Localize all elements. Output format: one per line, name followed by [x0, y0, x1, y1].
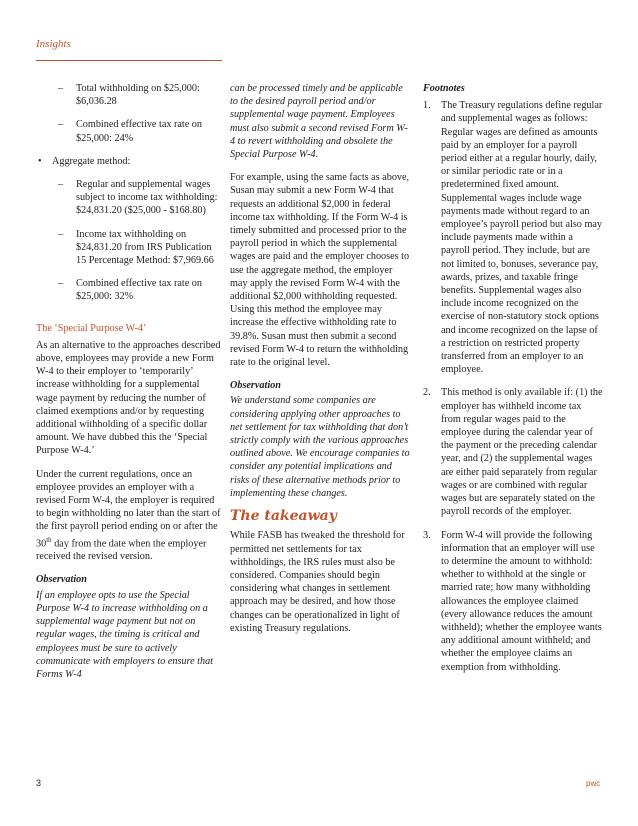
- header-divider: [36, 60, 222, 61]
- list-item-text: Regular and supplemental wages subject to income tax withholding: $24,831.20 ($25,000 - $168.80): [76, 179, 218, 217]
- observation-heading: Observation: [36, 574, 87, 586]
- brand-logo: pwc: [586, 779, 601, 788]
- footnote-text: The Treasury regulations define regular and supplemental wages as follows: Regular wages are defined as amounts paid by an employer for a payroll period either at a regular hourly, daily, or similar periodic rate or in a predetermined fixed amount. Supplemental wages include wage payments made without regard to an employee’s payroll period but also may include payments made within a payroll period. They include, but are not limited to, bonuses, severance pay, awards, prizes, and taxable fringe benefits. Supplemental wages also include income recognized on the exercise of non-statutory stock options and income recognized on the lapse of a restriction on restricted property transferred from an employer to an employee.: [441, 100, 603, 376]
- paragraph: For example, using the same facts as above, Susan may submit a new Form W-4 that requests an additional $2,000 in federal income tax withholding. If the Form W-4 is timely submitted and processed prior to the payroll period in which the supplemental wages are paid and the employer chooses to use the aggregate method, the employer may apply the revised Form W-4 with the additional $2,000 withholding requested. Using this method the employee may increase the effective withholding rate to 39.8%. Susan must then submit a second revised Form W-4 to return the withholding rate to the original level.: [230, 172, 410, 369]
- footnote: 1. The Treasury regulations define regular and supplemental wages as follows: Regular wages are defined as amounts paid by an employer for a payroll period either at a regular hourly, daily, or similar periodic rate or in a predetermined fixed amount. Supplemental wages include wage payments made without regard to an employee’s payroll period but also may include payments made within a payroll period. They include, but are not limited to, bonuses, severance pay, awards, prizes, and taxable fringe benefits. Supplemental wages also include income recognized on the exercise of non-statutory stock options and income recognized on the lapse of a restriction on restricted property transferred from an employer to an employee.: [423, 100, 603, 376]
- list-item-text: Combined effective tax rate on $25,000: 32%: [76, 278, 202, 303]
- column-middle: [230, 82, 410, 645]
- page-number: 3: [36, 778, 42, 788]
- observation-text-continued: can be processed timely and be applicable to the desired payroll period and/or supplemental wage payment. Employees must also submit a second revised Form W-4 to revert withholding and obsolete the Special Purpose W-4.: [230, 83, 408, 161]
- list-item-text: Income tax withholding on $24,831.20 from IRS Publication 15 Percentage Method: $7,969.66: [76, 228, 214, 267]
- takeaway-heading: The takeaway: [230, 508, 337, 525]
- bullet-text: Aggregate method:: [52, 155, 131, 167]
- list-item: – Income tax withholding on $24,831.20 from IRS Publication 15 Percentage Method: $7,969.66: [58, 228, 214, 267]
- list-item-text: Total withholding on $25,000: $6,036.28: [76, 83, 200, 108]
- footnote-text: This method is only available if: (1) the employer has withheld income tax from regular wages paid to the employee during the calendar year of the payment or the preceding calendar year, and (2) the supplemental wages are either paid separately from regular wages or are combined with regular wages but are separately stated on the payroll records of the employer.: [441, 387, 603, 518]
- list-item: – Total withholding on $25,000: $6,036.28: [58, 83, 200, 108]
- section-title: Insights: [36, 38, 71, 50]
- section-heading: The ‘Special Purpose W-4’: [36, 322, 147, 334]
- column-right: [423, 82, 603, 684]
- footnote-text: Form W-4 will provide the following information that an employer will use to determine the amount to withhold: whether to withhold at the single or married rate; how many withholding allowances the employee claimed (every allowance reduces the amount withheld); whether the employee wants any additional amount withheld; and whether the employee claims an exemption from withholding.: [441, 529, 602, 673]
- list-item-text: Combined effective tax rate on $25,000: 24%: [76, 119, 202, 144]
- column-left: [36, 82, 222, 691]
- bullet-item: • Aggregate method:: [38, 155, 131, 167]
- observation-text: We understand some companies are considering applying other approaches to net settlement for tax withholding that don’t strictly comply with the various approaches outlined above. We encourage companies to consider any potential implications and risks of these alternative methods prior to implementing these changes.: [230, 395, 410, 499]
- list-item: – Regular and supplemental wages subject to income tax withholding: $24,831.20 ($25,000 - $168.80): [58, 179, 218, 217]
- footnote: 3. Form W-4 will provide the following information that an employer will use to determine the amount to withhold: whether to withhold at the single or married rate; how many withholding allowances the employee claimed (every allowance reduces the amount withheld); whether the employee wants any additional amount withheld; and whether the employee claims an exemption from withholding.: [423, 529, 602, 673]
- observation-heading: Observation: [230, 380, 281, 392]
- footnotes-heading: Footnotes: [423, 83, 465, 94]
- list-item: – Combined effective tax rate on $25,000: 24%: [58, 119, 202, 144]
- footnote: 2. This method is only available if: (1) the employer has withheld income tax from regular wages paid to the employee during the calendar year of the payment or the preceding calendar year, and (2) the supplemental wages are either paid separately from regular wages or are combined with regular wages but are separately stated on the payroll records of the employer.: [423, 387, 603, 518]
- paragraph: As an alternative to the approaches described above, employees may provide a new Form W-4 to their employer to ‘temporarily’ increase withholding for a supplemental wage payment by reducing the number of claimed exemptions and/or by requesting additional withholding of a specific dollar amount. We have dubbed this the ‘Special Purpose W-4.’: [36, 339, 221, 457]
- list-item: – Combined effective tax rate on $25,000: 32%: [58, 278, 202, 303]
- takeaway-text: While FASB has tweaked the threshold for permitted net settlements for tax withholdings, the IRS rules must also be considered. Companies should begin considering what changes in settlement approach may be desired, and how those changes can be operationalized in light of existing Treasury regulations.: [230, 530, 405, 634]
- observation-text: If an employee opts to use the Special Purpose W-4 to increase withholding on a supplemental wage payment but not on regular wages, the timing is critical and employees must be sure to actively communicate with employers to ensure that Forms W-4: [36, 589, 214, 680]
- paragraph: Under the current regulations, once an employee provides an employer with a revised Form W-4, the employer is required to begin withholding no later than the start of the first payroll period ending on or after the 30th day from the date when the employer received the revised version.: [36, 468, 221, 563]
